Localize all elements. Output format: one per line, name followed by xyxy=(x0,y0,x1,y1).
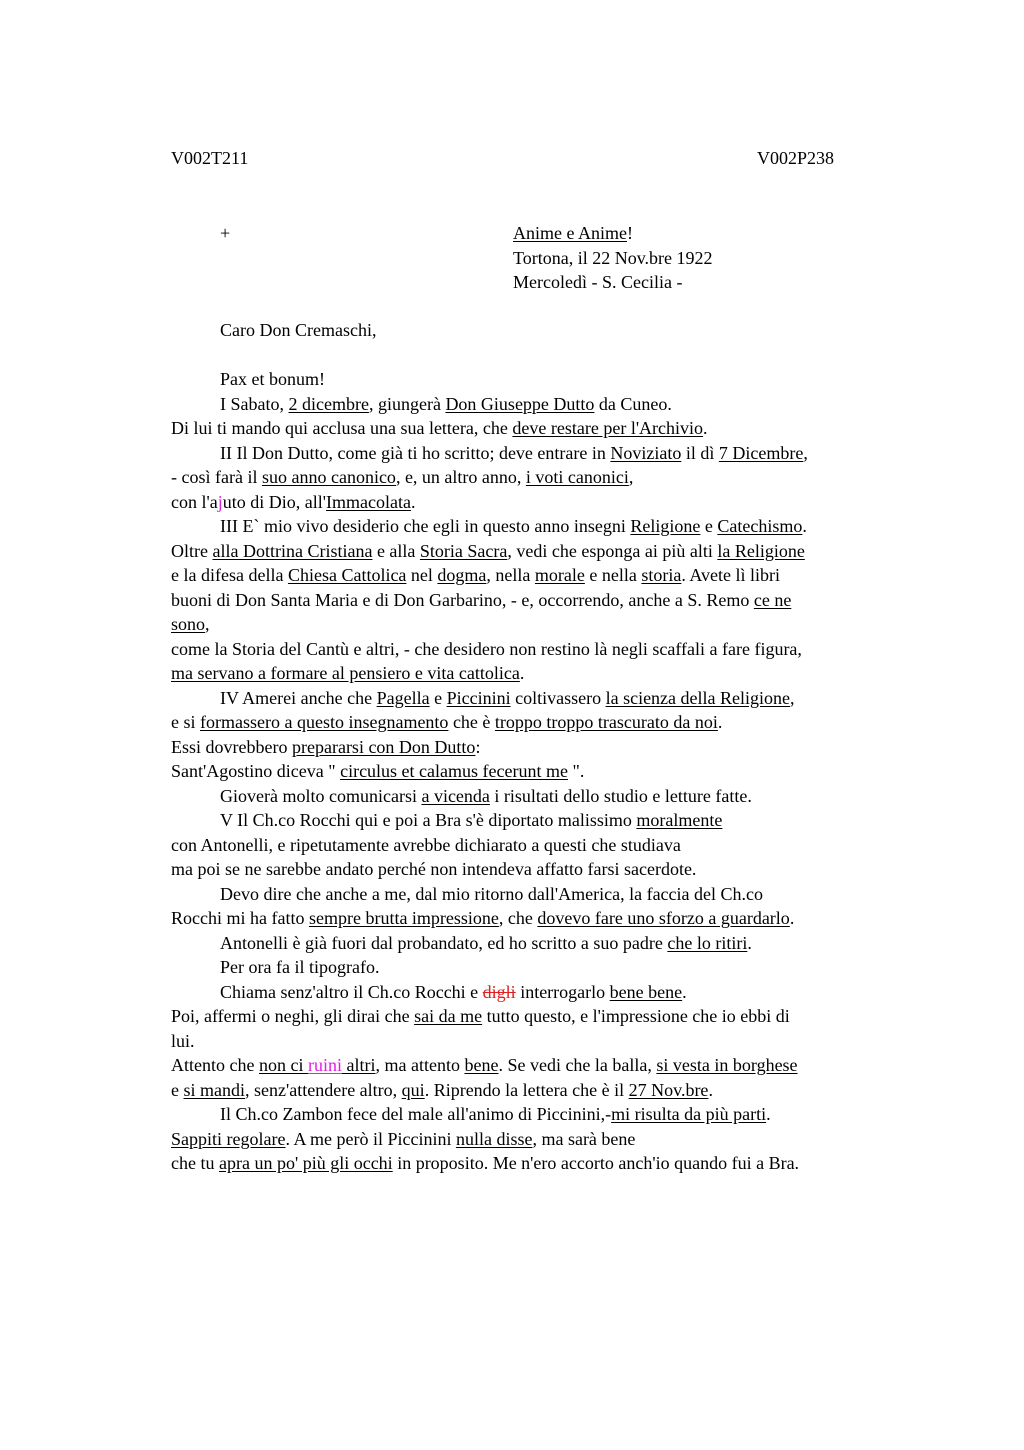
underlined-text: prepararsi con Don Dutto xyxy=(291,736,476,757)
underlined-text: si mandi xyxy=(183,1079,245,1100)
text-segment: Di lui ti mando qui acclusa una sua lettera, che xyxy=(171,418,513,438)
motto-exclamation: ! xyxy=(626,223,633,243)
text-line xyxy=(171,1053,906,1078)
text-segment: , che xyxy=(498,908,538,928)
annotated-text: digli xyxy=(482,981,516,1002)
underlined-text: altri xyxy=(341,1055,376,1075)
text-line xyxy=(171,759,906,784)
text-segment: Devo dire che anche a me, dal mio ritorno dall'America, la faccia del Ch.co xyxy=(220,883,764,904)
text-line xyxy=(171,1151,906,1176)
text-segment: Per ora fa il tipografo. xyxy=(220,957,380,977)
underlined-text: ma servano a formare al pensiero e vita cattolica xyxy=(171,663,520,683)
underlined-text: la Religione xyxy=(717,540,805,561)
text-segment: che è xyxy=(448,712,495,732)
underlined-text: Chiesa Cattolica xyxy=(287,565,407,585)
text-segment: . xyxy=(703,418,708,438)
text-segment: , xyxy=(790,687,795,708)
underlined-text: Piccinini xyxy=(446,687,511,708)
text-segment: da Cuneo. xyxy=(594,393,672,414)
underlined-text: alla Dottrina Cristiana xyxy=(212,540,373,561)
motto: Anime e Anime xyxy=(513,223,627,243)
text-line xyxy=(171,808,906,833)
body-lines xyxy=(171,392,906,1176)
text-line xyxy=(171,490,906,515)
underlined-text: troppo troppo trascurato da noi xyxy=(494,712,718,732)
text-segment: V Il Ch.co Rocchi qui e poi a Bra s'è diportato malissimo xyxy=(220,810,637,830)
underlined-text: Storia Sacra xyxy=(419,540,508,561)
underlined-text: bene bene xyxy=(609,981,683,1002)
underlined-text: bene xyxy=(464,1055,499,1075)
text-segment: Attento che xyxy=(171,1055,259,1075)
text-segment: , ma attento xyxy=(375,1055,465,1075)
underlined-text: 27 Nov.bre xyxy=(628,1079,709,1100)
text-line xyxy=(171,563,906,588)
place-date: Tortona, il 22 Nov.bre 1922 xyxy=(513,247,713,268)
text-segment: e xyxy=(700,516,718,536)
text-segment: . xyxy=(717,712,723,732)
salutation: Caro Don Cremaschi, xyxy=(220,320,377,340)
text-line xyxy=(171,465,906,490)
underlined-text: Catechismo xyxy=(717,516,803,536)
text-line xyxy=(171,735,906,760)
underlined-text: Religione xyxy=(630,516,701,536)
underlined-text: Sappiti regolare xyxy=(171,1128,286,1149)
text-line xyxy=(171,1102,906,1127)
text-segment: . Se vedi che la balla, xyxy=(498,1055,657,1075)
text-segment: . Riprendo la lettera che è il xyxy=(424,1079,629,1100)
text-segment: I Sabato, xyxy=(220,393,289,414)
text-segment: come la Storia del Cantù e altri, - che desidero non restino là negli scaffali a fare figura, xyxy=(171,638,802,659)
text-segment: ". xyxy=(567,761,585,781)
text-segment: tutto questo, e l'impressione che io ebbi di xyxy=(482,1006,790,1026)
text-segment: . xyxy=(410,491,416,512)
text-segment: , ma sarà bene xyxy=(532,1128,636,1149)
text-segment: e alla xyxy=(372,540,420,561)
text-line xyxy=(171,514,906,539)
text-line xyxy=(171,686,906,711)
underlined-text: storia xyxy=(641,565,682,585)
text-segment: Poi, affermi o neghi, gli dirai che xyxy=(171,1006,415,1026)
underlined-text: mi risulta da più parti xyxy=(611,1104,767,1124)
text-segment: e xyxy=(429,687,447,708)
text-segment: il dì xyxy=(681,442,719,463)
text-line xyxy=(171,637,906,662)
text-segment: nel xyxy=(406,565,438,585)
text-segment: , xyxy=(803,442,808,463)
text-segment: . xyxy=(682,981,687,1002)
text-segment: II Il Don Dutto, come già ti ho scritto; deve entrare in xyxy=(220,442,611,463)
underlined-text: 7 Dicembre xyxy=(718,442,804,463)
text-line xyxy=(171,539,906,564)
text-segment: Antonelli è già fuori dal probandato, ed ho scritto a suo padre xyxy=(220,932,668,953)
underlined-text: sono xyxy=(171,614,206,634)
text-segment: e si xyxy=(171,712,200,732)
text-segment: Il Ch.co Zambon fece del male all'animo di Piccinini,- xyxy=(220,1104,612,1124)
letter-body xyxy=(171,318,906,1176)
text-line xyxy=(171,1029,906,1054)
underlined-text: morale xyxy=(534,565,585,585)
text-line xyxy=(171,931,906,956)
underlined-text: dogma xyxy=(437,565,487,585)
underlined-text: che lo ritiri xyxy=(667,932,748,953)
text-segment: e xyxy=(171,1079,184,1100)
text-segment: Rocchi mi ha fatto xyxy=(171,908,309,928)
text-segment: ma poi se ne sarebbe andato perché non intendeva affatto farsi sacerdote. xyxy=(171,859,697,879)
underlined-text: ce ne xyxy=(753,589,792,610)
text-segment: e la difesa della xyxy=(171,565,288,585)
text-line xyxy=(171,441,906,466)
text-segment: interrogarlo xyxy=(515,981,610,1002)
text-line xyxy=(171,392,906,417)
text-line xyxy=(171,710,906,735)
underlined-text: sai da me xyxy=(414,1006,483,1026)
underlined-text: qui xyxy=(401,1079,425,1100)
text-segment: . xyxy=(519,663,525,683)
greeting: Pax et bonum! xyxy=(220,369,325,389)
underlined-text: 2 dicembre xyxy=(288,393,369,414)
text-line xyxy=(171,882,906,907)
text-segment: i risultati dello studio e letture fatte. xyxy=(489,785,752,806)
motto-line xyxy=(513,221,713,246)
text-line xyxy=(171,661,906,686)
text-segment: lui. xyxy=(171,1030,195,1051)
spacer xyxy=(171,343,906,368)
text-segment: con l'a xyxy=(171,491,218,512)
underlined-text: sempre brutta impressione xyxy=(308,908,499,928)
text-segment: . xyxy=(747,932,752,953)
date-block xyxy=(513,221,713,295)
underlined-text: Don Giuseppe Dutto xyxy=(445,393,595,414)
text-segment: . xyxy=(789,908,795,928)
text-line xyxy=(171,612,906,637)
text-segment: . xyxy=(708,1079,713,1100)
text-segment: Oltre xyxy=(171,540,213,561)
text-segment: Sant'Agostino diceva " xyxy=(171,761,341,781)
underlined-text: apra un po' più gli occhi xyxy=(218,1153,393,1173)
underlined-text: i voti canonici xyxy=(525,467,629,487)
underlined-text: non ci xyxy=(258,1055,308,1075)
underlined-text: a vicenda xyxy=(421,785,490,806)
underlined-text: circulus et calamus fecerunt me xyxy=(340,761,568,781)
underlined-text: formassero a questo insegnamento xyxy=(200,712,449,732)
document-code-right: V002P238 xyxy=(757,148,835,168)
text-line xyxy=(171,980,906,1005)
text-segment: . xyxy=(766,1104,771,1124)
text-segment: , nella xyxy=(486,565,535,585)
text-segment: che tu xyxy=(171,1153,219,1173)
text-segment: Chiama senz'altro il Ch.co Rocchi e xyxy=(220,981,483,1002)
text-segment: , e, un altro anno, xyxy=(395,467,526,487)
text-line xyxy=(171,857,906,882)
underlined-text: moralmente xyxy=(636,810,723,830)
text-segment: - così farà il xyxy=(171,467,262,487)
underlined-text: Immacolata xyxy=(326,491,411,512)
text-segment: buoni di Don Santa Maria e di Don Garbarino, - e, occorrendo, anche a S. Remo xyxy=(171,589,754,610)
text-segment: , xyxy=(205,614,210,634)
text-segment: in proposito. Me n'ero accorto anch'io quando fui a Bra. xyxy=(392,1153,800,1173)
text-segment: e nella xyxy=(584,565,642,585)
text-segment: uto di Dio, all' xyxy=(222,491,326,512)
text-segment: , giungerà xyxy=(368,393,446,414)
text-line xyxy=(171,1078,906,1103)
text-segment: III E` mio vivo desiderio che egli in questo anno insegni xyxy=(220,516,631,536)
text-line xyxy=(171,955,906,980)
underlined-text: nulla disse xyxy=(455,1128,533,1149)
underlined-text: dovevo fare uno sforzo a guardarlo xyxy=(537,908,790,928)
text-segment: , xyxy=(628,467,634,487)
text-line xyxy=(171,1127,906,1152)
text-segment: IV Amerei anche che xyxy=(220,687,377,708)
text-line xyxy=(171,1004,906,1029)
underlined-text: Pagella xyxy=(376,687,430,708)
text-line xyxy=(171,588,906,613)
text-segment: con Antonelli, e ripetutamente avrebbe dichiarato a questi che studiava xyxy=(171,834,681,855)
text-line xyxy=(171,784,906,809)
annotated-text: j xyxy=(217,491,223,512)
text-segment: , senz'attendere altro, xyxy=(245,1079,402,1100)
underlined-text: deve restare per l'Archivio xyxy=(512,418,704,438)
text-line xyxy=(171,906,906,931)
underlined-text: suo anno canonico xyxy=(261,467,396,487)
underlined-text: ruini xyxy=(307,1055,342,1075)
text-segment: coltivassero xyxy=(510,687,606,708)
underlined-text: si vesta in borghese xyxy=(656,1055,798,1075)
document-code-left: V002T211 xyxy=(171,148,249,168)
text-segment: . A me però il Piccinini xyxy=(285,1128,456,1149)
text-line xyxy=(171,416,906,441)
cross-symbol: + xyxy=(220,223,231,243)
text-segment: , vedi che esponga ai più alti xyxy=(507,540,718,561)
text-segment: Essi dovrebbero xyxy=(171,736,292,757)
text-segment: . xyxy=(802,516,807,536)
text-line xyxy=(171,833,906,858)
day-saint: Mercoledì - S. Cecilia - xyxy=(513,272,683,292)
underlined-text: Noviziato xyxy=(610,442,682,463)
text-segment: . Avete lì libri xyxy=(681,565,781,585)
underlined-text: la scienza della Religione xyxy=(605,687,790,708)
text-segment: : xyxy=(475,736,481,757)
text-segment: Gioverà molto comunicarsi xyxy=(220,785,422,806)
